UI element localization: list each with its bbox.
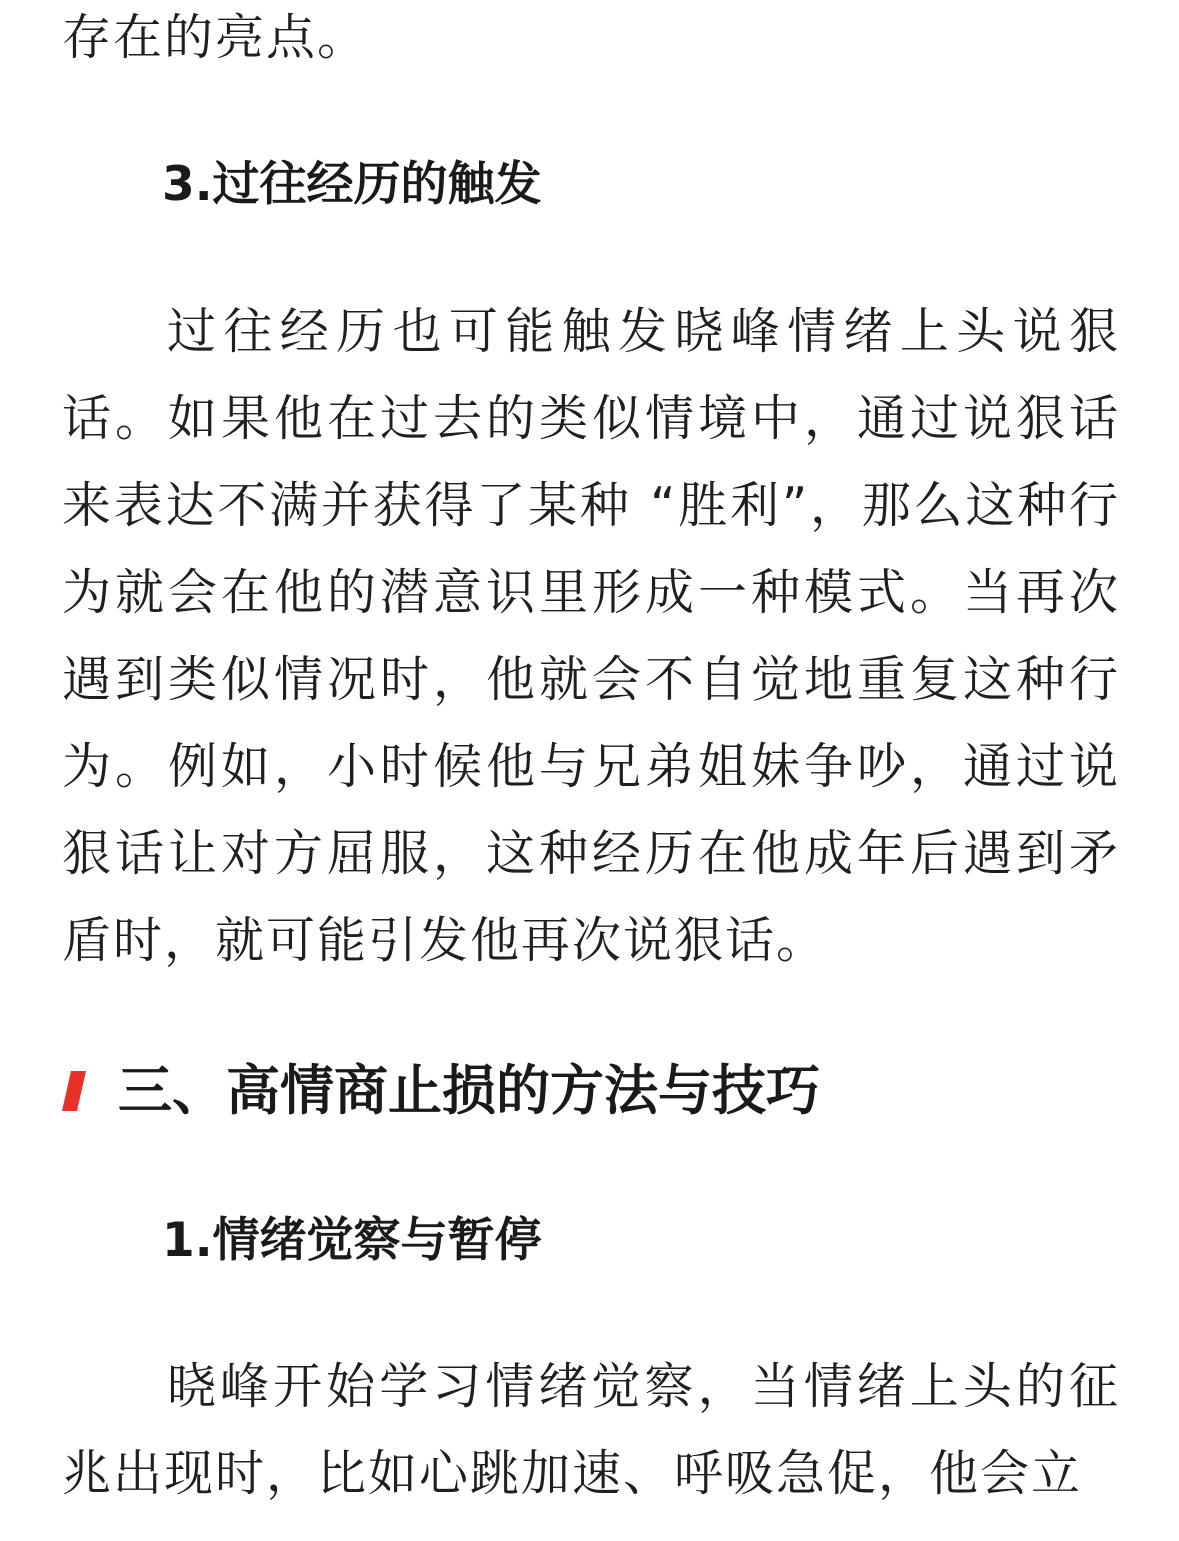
red-slash-icon — [62, 1071, 86, 1111]
subheading-past-experience: 3.过往经历的触发 — [162, 157, 542, 212]
paragraph-intro-tail: 存在的亮点。 — [62, 9, 369, 66]
paragraph-emotion-awareness: 晓峰开始学习情绪觉察，当情绪上头的征兆出现时，比如心跳加速、呼吸急促，他会立 — [62, 1358, 1120, 1502]
section-heading-methods — [62, 1058, 1120, 1124]
section-heading-label: 三、高情商止损的方法与技巧 — [118, 1059, 820, 1122]
subheading-emotion-awareness: 1.情绪觉察与暂停 — [162, 1213, 542, 1268]
paragraph-past-experience: 过往经历也可能触发晓峰情绪上头说狠话。如果他在过去的类似情境中，通过说狠话来表达不满并获得了某种 “胜利”，那么这种行为就会在他的潜意识里形成一种模式。当再次遇到类似情况时，他就会不自觉地重复这种行为。例如，小时候他与兄弟姐妹争吵，通过说狠话让对方屈服，这种经历在他成年后遇到矛盾时，就可能引发他再次说狠话。 — [62, 303, 1120, 969]
